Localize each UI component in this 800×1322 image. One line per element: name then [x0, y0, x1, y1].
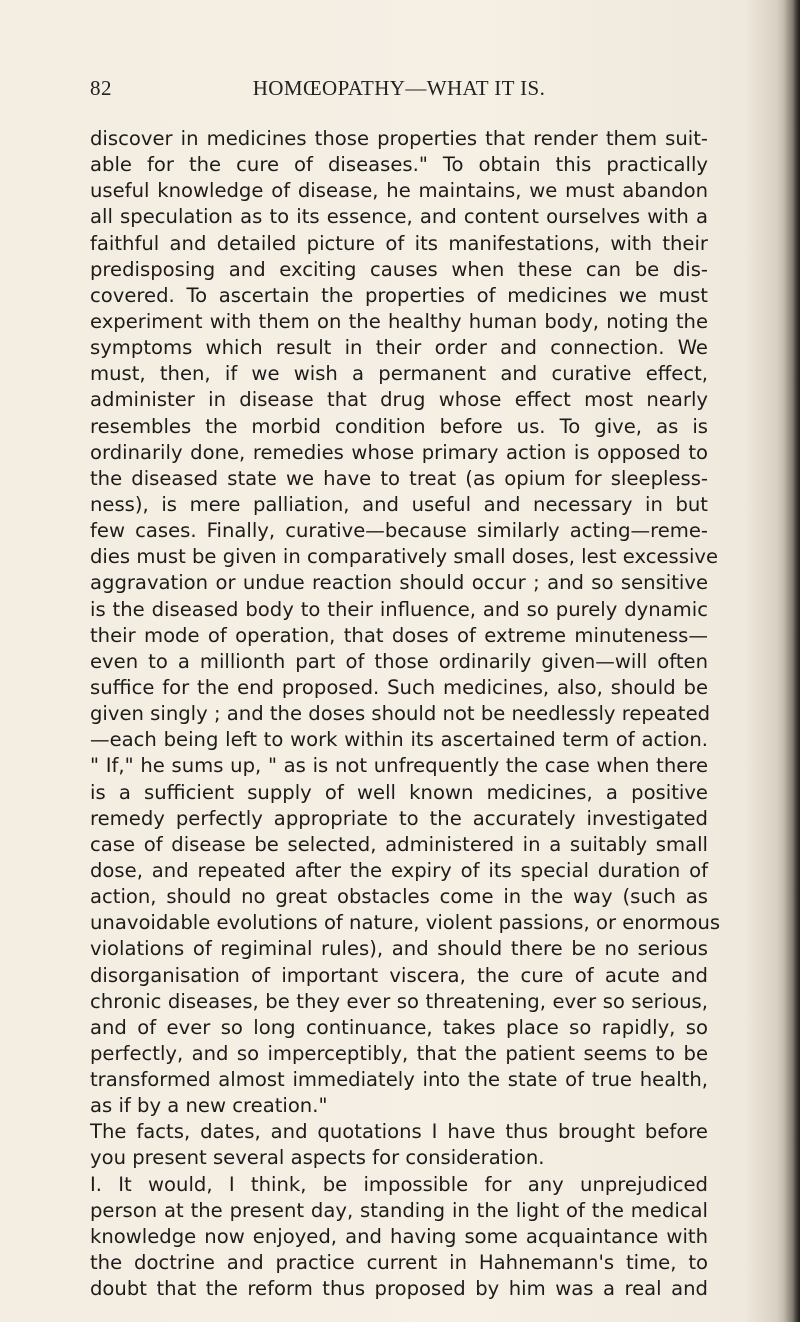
text-line: " If," he sums up, " as is not unfrequently the case when there: [90, 754, 708, 778]
text-line: aggravation or undue reaction should occur ; and so sensitive: [90, 571, 708, 595]
body-text: [90, 126, 721, 1302]
text-line: ness), is mere palliation, and useful and necessary in but: [90, 492, 708, 516]
text-line: the diseased state we have to treat (as opium for sleepless-: [90, 466, 708, 490]
page-edge-shadow: [784, 0, 800, 1322]
text-line: is a sufficient supply of well known medicines, a positive: [90, 780, 708, 804]
text-line: administer in disease that drug whose effect most nearly: [90, 388, 708, 412]
text-line: covered. To ascertain the properties of medicines we must: [90, 283, 708, 307]
text-line: doubt that the reform thus proposed by him was a real and: [90, 1277, 708, 1301]
text-line: even to a millionth part of those ordinarily given—will often: [90, 649, 708, 673]
text-line: few cases. Finally, curative—because similarly acting—reme-: [90, 519, 708, 543]
text-line: useful knowledge of disease, he maintains, we must abandon: [90, 179, 708, 203]
text-line: perfectly, and so imperceptibly, that the patient seems to be: [90, 1041, 708, 1065]
page-number: 82: [90, 76, 112, 100]
running-head: HOMŒOPATHY—WHAT IT IS.: [252, 76, 546, 100]
text-line: able for the cure of diseases." To obtain this practically: [90, 153, 708, 177]
page-header: [90, 76, 708, 106]
text-line: ordinarily done, remedies whose primary action is opposed to: [90, 440, 708, 464]
text-line: discover in medicines those properties that render them suit-: [90, 127, 708, 150]
text-line: chronic diseases, be they ever so threatening, ever so serious,: [90, 989, 708, 1013]
text-line: violations of regiminal rules), and should there be no serious: [90, 937, 708, 961]
text-line: the doctrine and practice current in Hahnemann's time, to: [90, 1251, 708, 1275]
text-line: faithful and detailed picture of its manifestations, with their: [90, 231, 708, 255]
text-line: disorganisation of important viscera, the cure of acute and: [90, 963, 708, 987]
text-line: must, then, if we wish a permanent and curative effect,: [90, 362, 708, 386]
text-line: suffice for the end proposed. Such medicines, also, should be: [90, 675, 708, 699]
text-line: dies must be given in comparatively small doses, lest excessive: [90, 545, 719, 569]
text-line: action, should no great obstacles come in the way (such as: [90, 885, 708, 909]
text-line: case of disease be selected, administered in a suitably small: [90, 832, 708, 856]
text-line: given singly ; and the doses should not be needlessly repeated: [90, 702, 711, 726]
text-line: symptoms which result in their order and connection. We: [90, 336, 708, 360]
text-line: remedy perfectly appropriate to the accurately investigated: [90, 806, 708, 830]
text-line: you present several aspects for consideration.: [90, 1146, 545, 1170]
text-line: resembles the morbid condition before us. To give, as is: [90, 414, 708, 438]
text-line: person at the present day, standing in the light of the medical: [90, 1198, 708, 1222]
text-line: and of ever so long continuance, takes place so rapidly, so: [90, 1015, 708, 1039]
text-line: their mode of operation, that doses of extreme minuteness—: [90, 623, 708, 647]
text-line: unavoidable evolutions of nature, violent passions, or enormous: [90, 911, 721, 935]
text-line: —each being left to work within its ascertained term of action.: [90, 728, 708, 752]
text-line: The facts, dates, and quotations I have thus brought before: [90, 1120, 708, 1144]
text-line: experiment with them on the healthy human body, noting the: [90, 309, 708, 333]
text-line: I. It would, I think, be impossible for any unprejudiced: [90, 1172, 708, 1196]
text-line: knowledge now enjoyed, and having some acquaintance with: [90, 1224, 708, 1248]
text-line: transformed almost immediately into the state of true health,: [90, 1068, 708, 1092]
text-line: all speculation as to its essence, and content ourselves with a: [90, 205, 708, 229]
text-line: as if by a new creation.": [90, 1094, 328, 1118]
text-line: dose, and repeated after the expiry of its special duration of: [90, 858, 708, 882]
text-line: predisposing and exciting causes when these can be dis-: [90, 257, 708, 281]
text-line: is the diseased body to their influence, and so purely dynamic: [90, 597, 708, 621]
